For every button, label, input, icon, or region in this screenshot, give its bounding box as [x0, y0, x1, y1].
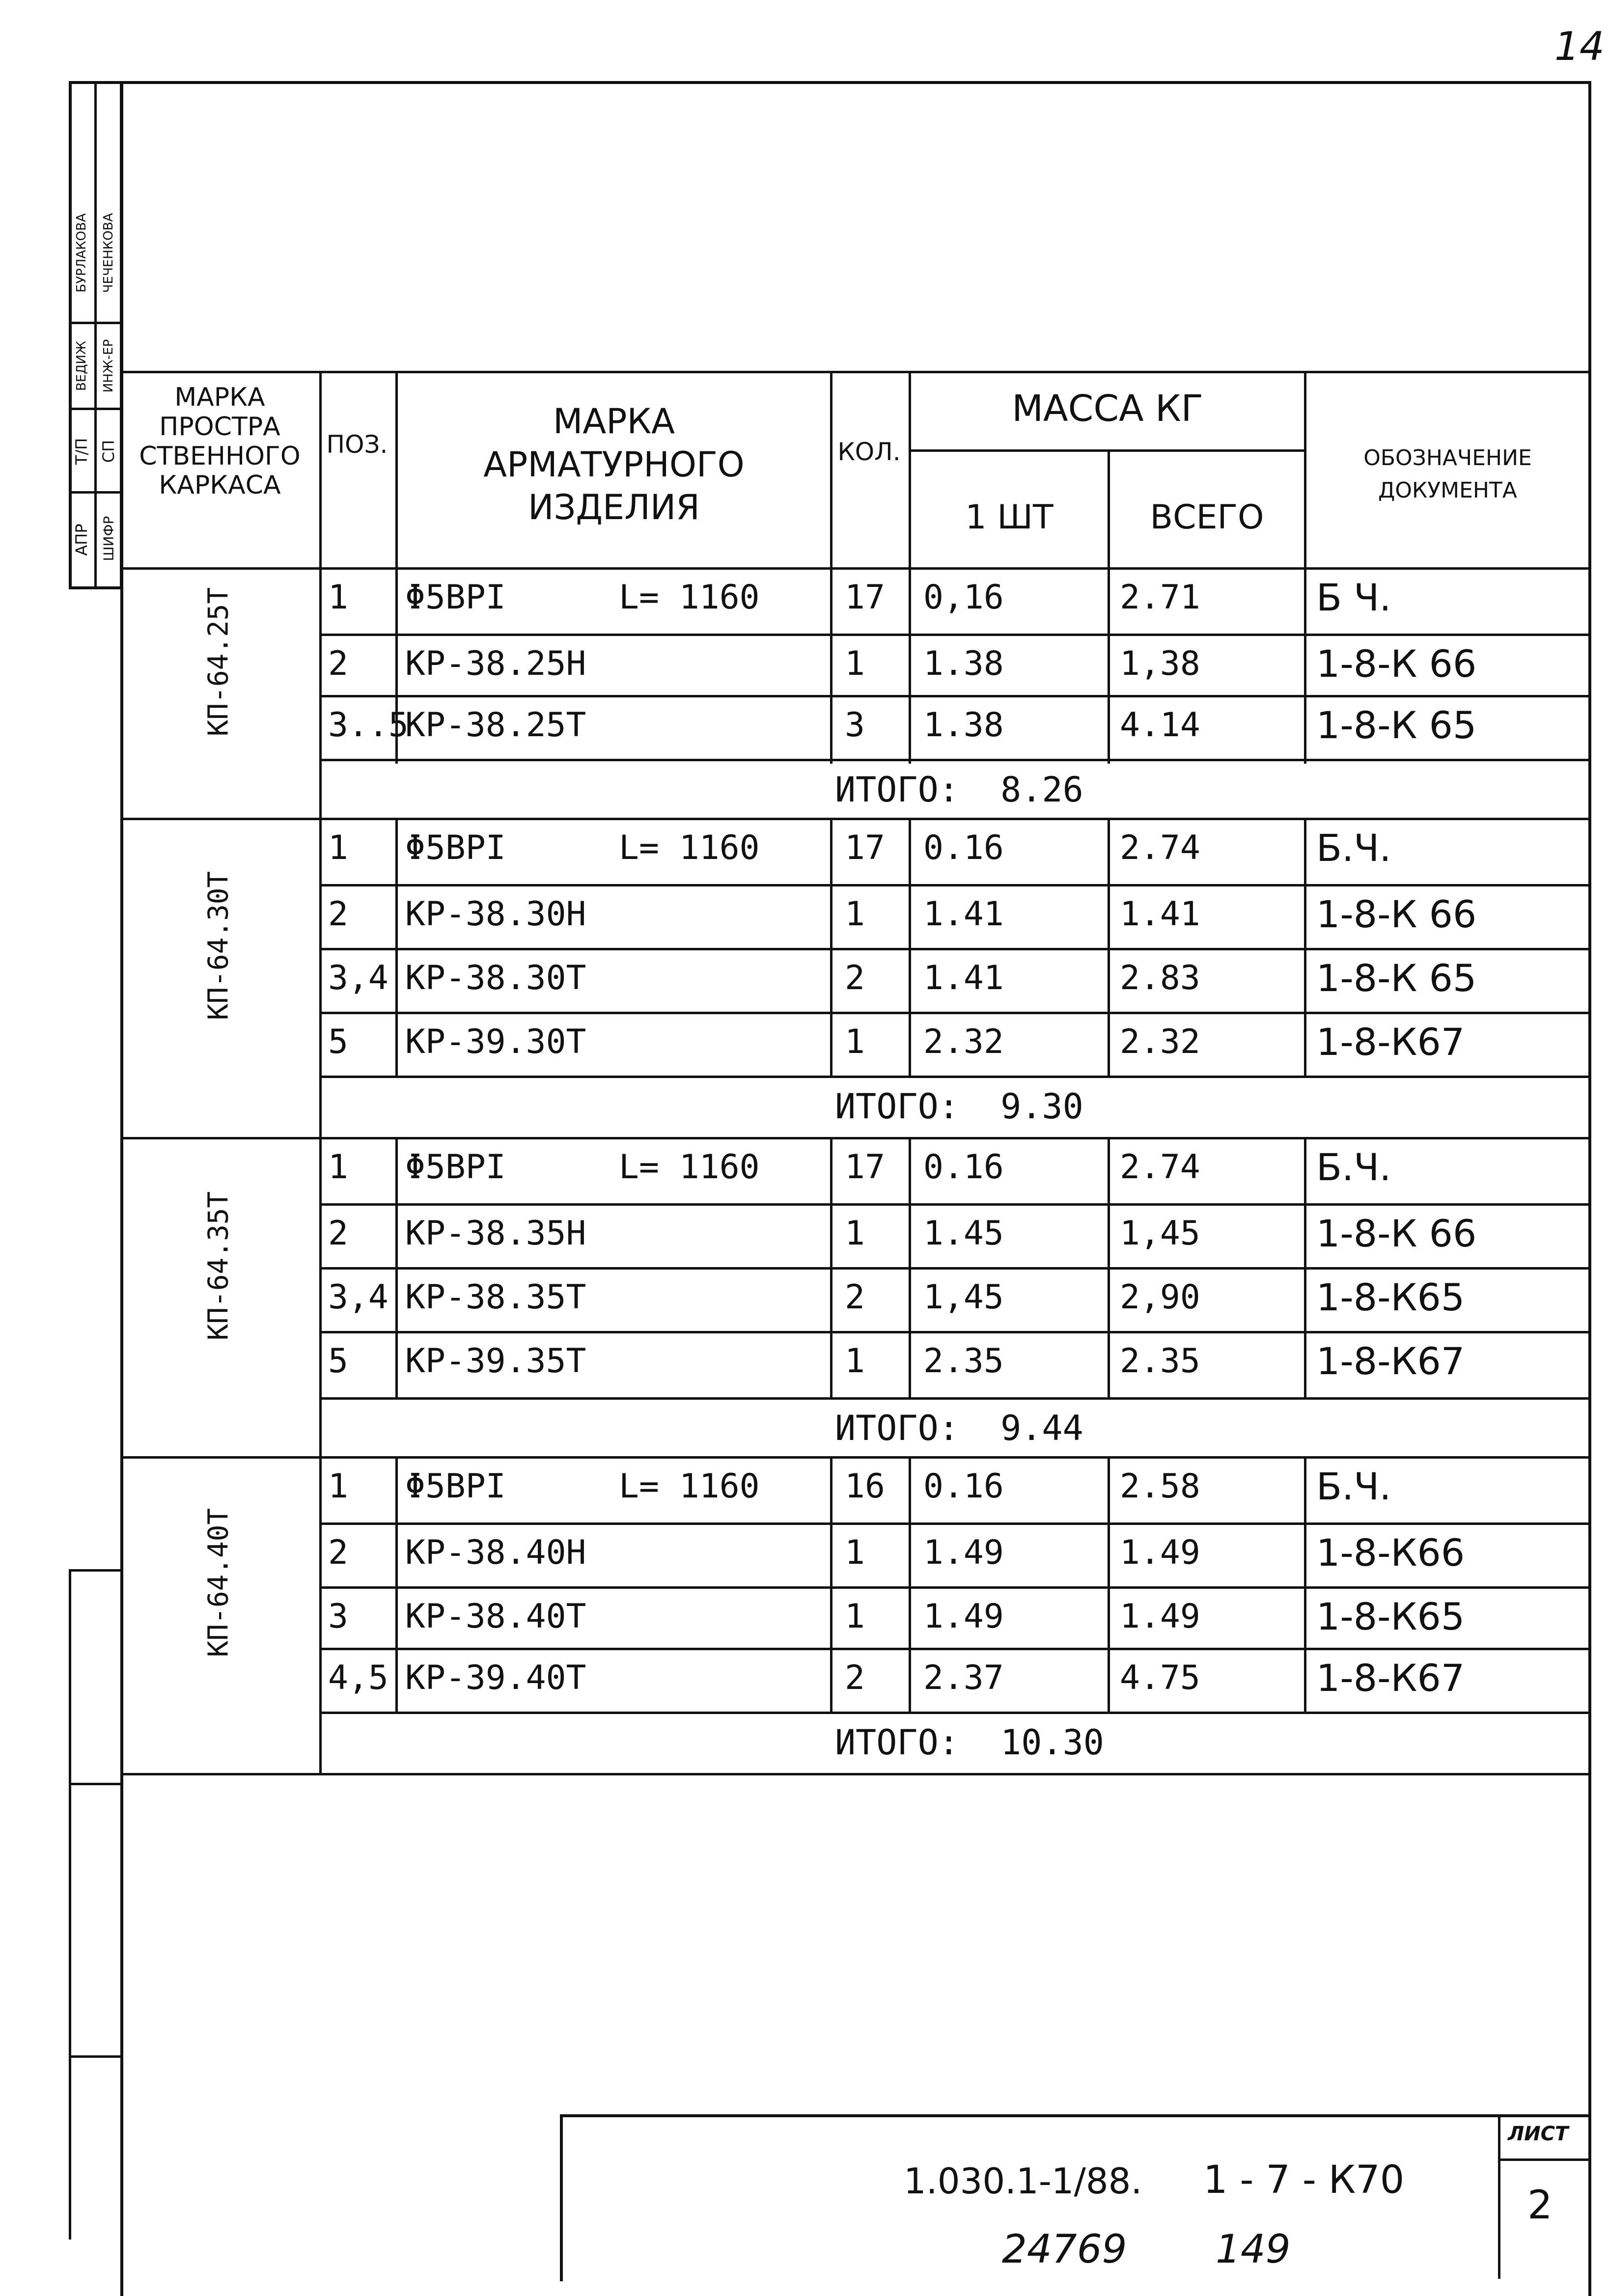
cell-mass-one: 2.32 — [923, 1023, 1004, 1061]
header-mass: МАССА КГ — [1012, 387, 1203, 430]
cell-mass-total: 1.49 — [1120, 1533, 1200, 1572]
stamp-vedushch: ВЕДИЖ — [74, 340, 89, 391]
cell-qty: 1 — [845, 1533, 865, 1572]
group-total: ИТОГО: 8.26 — [835, 770, 1083, 810]
frame-mark: КП-64.35Т — [202, 1191, 235, 1341]
cell-document: 1-8-К67 — [1316, 1656, 1465, 1700]
frame-mark: КП-64.30Т — [202, 871, 235, 1020]
stamp-shifr: ШИФР — [100, 516, 117, 561]
header-mass-one: 1 ШТ — [965, 498, 1054, 537]
cell-length: L= 1160 — [619, 829, 760, 867]
header-qty: КОЛ. — [837, 438, 901, 466]
cell-length: L= 1160 — [619, 578, 760, 617]
cell-document: 1-8-К 66 — [1316, 642, 1477, 686]
cell-document: 1-8-К65 — [1316, 1275, 1465, 1319]
cell-mass-total: 2.58 — [1120, 1467, 1200, 1506]
cell-pos: 3 — [328, 1597, 348, 1636]
cell-mass-total: 1,38 — [1120, 644, 1200, 683]
cell-pos: 5 — [328, 1342, 348, 1381]
archive-number: 149 — [1216, 2226, 1291, 2272]
cell-mass-one: 1.45 — [923, 1214, 1004, 1253]
cell-document: 1-8-К 65 — [1316, 956, 1477, 1000]
cell-qty: 3 — [845, 706, 865, 745]
cell-qty: 2 — [845, 959, 865, 997]
cell-mass-one: 1.49 — [923, 1597, 1004, 1636]
cell-document: Б Ч. — [1316, 576, 1391, 619]
cell-item-mark: КР-39.30Т — [405, 1023, 586, 1061]
cell-item-mark: КР-38.35Т — [405, 1278, 586, 1317]
cell-mass-total: 2,90 — [1120, 1278, 1200, 1317]
cell-mass-one: 0.16 — [923, 829, 1004, 867]
cell-qty: 17 — [845, 829, 885, 867]
cell-qty: 1 — [845, 644, 865, 683]
header-mass-total: ВСЕГО — [1150, 498, 1264, 537]
cell-item-mark: КР-38.35Н — [405, 1214, 586, 1253]
stamp-apr: АПР — [72, 524, 91, 556]
cell-pos: 2 — [328, 1533, 348, 1572]
cell-document: 1-8-К 66 — [1316, 892, 1477, 936]
cell-mass-total: 2.83 — [1120, 959, 1200, 997]
group-total: ИТОГО: 9.44 — [835, 1408, 1083, 1448]
cell-mass-total: 2.74 — [1120, 829, 1200, 867]
cell-mass-one: 2.35 — [923, 1342, 1004, 1381]
cell-mass-total: 4.14 — [1120, 706, 1200, 745]
page-number: 14 — [1554, 24, 1605, 69]
cell-qty: 1 — [845, 1597, 865, 1636]
cell-mass-one: 1.38 — [923, 644, 1004, 683]
cell-item-mark: Φ5BPI — [405, 829, 506, 867]
cell-mass-one: 1.41 — [923, 895, 1004, 934]
stamp-inzh: ИНЖ-ЕР — [101, 339, 116, 393]
stamp-chechenkova: ЧЕЧЕНКОВА — [101, 213, 116, 293]
cell-pos: 1 — [328, 1467, 348, 1506]
cell-document: Б.Ч. — [1316, 1465, 1391, 1508]
cell-mass-one: 1.41 — [923, 959, 1004, 997]
cell-mass-total: 1.49 — [1120, 1597, 1200, 1636]
cell-document: 1-8-К67 — [1316, 1339, 1465, 1383]
cell-mass-total: 4.75 — [1120, 1659, 1200, 1697]
cell-pos: 3..5 — [328, 706, 409, 745]
cell-qty: 1 — [845, 1214, 865, 1253]
cell-pos: 1 — [328, 829, 348, 867]
stamp-sp: СП — [99, 440, 118, 463]
cell-pos: 2 — [328, 1214, 348, 1253]
cell-mass-total: 1,45 — [1120, 1214, 1200, 1253]
cell-document: Б.Ч. — [1316, 826, 1391, 870]
cell-item-mark: КР-39.35Т — [405, 1342, 586, 1381]
cell-document: 1-8-К67 — [1316, 1020, 1465, 1064]
cell-document: 1-8-К65 — [1316, 1595, 1465, 1638]
stamp-tp: Т/П — [72, 438, 91, 465]
header-pos: ПОЗ. — [326, 430, 388, 459]
cell-document: 1-8-К 65 — [1316, 703, 1477, 747]
cell-mass-one: 1.38 — [923, 706, 1004, 745]
cell-item-mark: КР-38.30Н — [405, 895, 586, 934]
cell-mass-total: 2.71 — [1120, 578, 1200, 617]
group-total: ИТОГО: 9.30 — [835, 1086, 1083, 1127]
sheet-number: 2 — [1527, 2182, 1553, 2228]
cell-pos: 5 — [328, 1023, 348, 1061]
cell-length: L= 1160 — [619, 1467, 760, 1506]
cell-item-mark: Φ5BPI — [405, 1148, 506, 1187]
cell-pos: 4,5 — [328, 1659, 388, 1697]
cell-pos: 3,4 — [328, 959, 388, 997]
cell-mass-one: 1.49 — [923, 1533, 1004, 1572]
frame-mark: КП-64.40Т — [202, 1508, 235, 1658]
cell-qty: 1 — [845, 1342, 865, 1381]
cell-item-mark: Φ5BPI — [405, 1467, 506, 1506]
cell-mass-one: 0,16 — [923, 578, 1004, 617]
cell-item-mark: КР-38.40Н — [405, 1533, 586, 1572]
cell-item-mark: КР-39.40Т — [405, 1659, 586, 1697]
cell-mass-one: 1,45 — [923, 1278, 1004, 1317]
header-frame-mark: МАРКА ПРОСТРА СТВЕННОГО КАРКАСА — [139, 383, 301, 500]
cell-mass-one: 0.16 — [923, 1467, 1004, 1506]
cell-pos: 2 — [328, 895, 348, 934]
cell-qty: 2 — [845, 1278, 865, 1317]
cell-mass-one: 0.16 — [923, 1148, 1004, 1187]
cell-qty: 1 — [845, 1023, 865, 1061]
header-item-mark: МАРКА АРМАТУРНОГО ИЗДЕЛИЯ — [483, 401, 745, 527]
document-code: 1.030.1-1/88. — [904, 2160, 1142, 2202]
sheet-code: 1 - 7 - К70 — [1203, 2158, 1405, 2202]
cell-pos: 3,4 — [328, 1278, 388, 1317]
cell-document: 1-8-К 66 — [1316, 1212, 1477, 1255]
cell-mass-total: 2.74 — [1120, 1148, 1200, 1187]
cell-qty: 2 — [845, 1659, 865, 1697]
cell-item-mark: КР-38.25Н — [405, 644, 586, 683]
cell-item-mark: КР-38.25Т — [405, 706, 586, 745]
header-doc: ОБОЗНАЧЕНИЕ ДОКУМЕНТА — [1363, 445, 1532, 503]
inventory-number: 24769 — [1002, 2226, 1127, 2272]
cell-pos: 1 — [328, 578, 348, 617]
cell-qty: 1 — [845, 895, 865, 934]
group-total: ИТОГО: 10.30 — [835, 1722, 1104, 1763]
cell-qty: 16 — [845, 1467, 885, 1506]
cell-item-mark: КР-38.30Т — [405, 959, 586, 997]
cell-document: 1-8-К66 — [1316, 1531, 1465, 1575]
cell-qty: 17 — [845, 578, 885, 617]
cell-pos: 1 — [328, 1148, 348, 1187]
cell-item-mark: КР-38.40Т — [405, 1597, 586, 1636]
frame-mark: КП-64.25Т — [202, 587, 235, 737]
cell-document: Б.Ч. — [1316, 1145, 1391, 1189]
cell-mass-total: 2.35 — [1120, 1342, 1200, 1381]
cell-pos: 2 — [328, 644, 348, 683]
sheet-label: ЛИСТ — [1508, 2123, 1569, 2145]
cell-qty: 17 — [845, 1148, 885, 1187]
cell-mass-total: 2.32 — [1120, 1023, 1200, 1061]
cell-mass-total: 1.41 — [1120, 895, 1200, 934]
stamp-burlakova: БУРЛАКОВА — [74, 213, 89, 293]
cell-mass-one: 2.37 — [923, 1659, 1004, 1697]
cell-item-mark: Φ5BPI — [405, 578, 506, 617]
cell-length: L= 1160 — [619, 1148, 760, 1187]
